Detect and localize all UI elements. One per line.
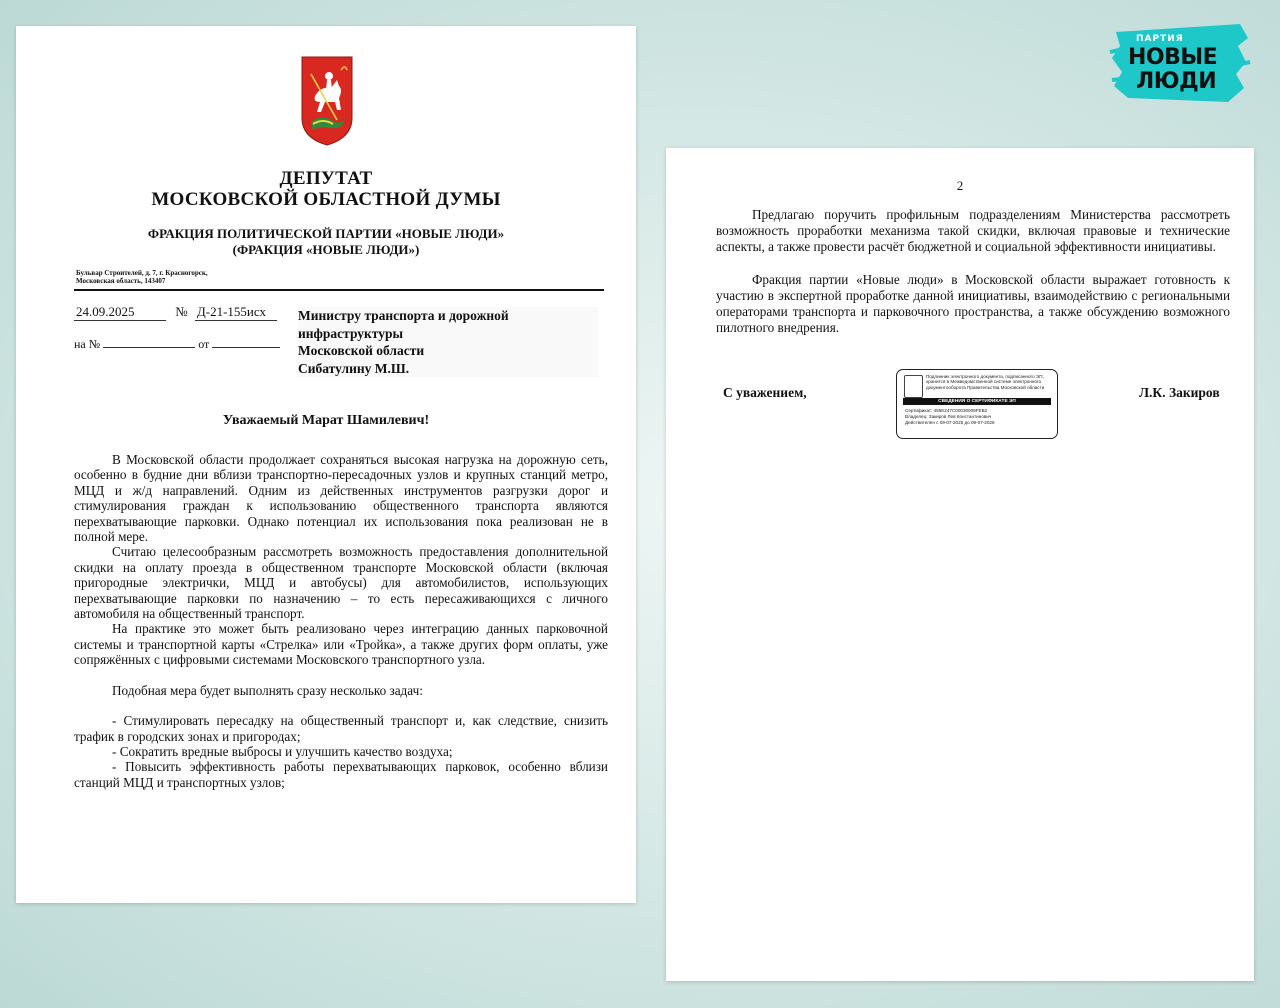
stamp-certificate: Сертификат: 455E247C00030009FEB2 — [905, 408, 988, 413]
reference-prefix: на № — [74, 337, 101, 351]
faction-line-1: ФРАКЦИЯ ПОЛИТИЧЕСКОЙ ПАРТИИ «НОВЫЕ ЛЮДИ» — [147, 226, 505, 241]
stamp-validity: Действителен с 09-07-2025 до 09-07-2026 — [905, 420, 995, 425]
addressee-line: Сибатулину М.Ш. — [298, 360, 410, 376]
salutation: Уважаемый Марат Шамилевич! — [222, 413, 430, 428]
faction-header — [16, 226, 636, 258]
address-line-1: Бульвар Строителей, д. 7, г. Красногорск, — [76, 269, 208, 277]
reference-from: от — [198, 337, 210, 351]
task-item: - Сократить вредные выбросы и улучшить качество воздуха; — [112, 743, 453, 759]
closing: С уважением, — [723, 385, 807, 400]
registration-date: 24.09.2025 — [74, 304, 166, 321]
reference-line — [74, 336, 280, 352]
party-logo — [1108, 22, 1252, 106]
reference-date-blank — [212, 337, 280, 348]
addressee-block — [298, 307, 598, 377]
registration-number: Д-21-155исх — [195, 304, 277, 321]
moscow-oblast-coat-of-arms-icon — [301, 56, 353, 146]
title-line-2: МОСКОВСКОЙ ОБЛАСТНОЙ ДУМЫ — [151, 189, 501, 210]
letter-page-2 — [666, 148, 1254, 981]
registration-number-sign: № — [175, 304, 188, 319]
letter-body-continued — [716, 207, 1230, 336]
body-paragraph: Считаю целесообразным рассмотреть возможность предоставления дополнительной скидки на оплату проезда в общественном транспорте Московской области (включая пригородные электрички, МЦД и автобусы) для автомобилистов, использующих перехватывающие парковки по назначению – то есть пересаживающихся с личного автомобиля на общественный транспорт. — [74, 544, 608, 622]
page-number: 2 — [956, 178, 964, 193]
signer-name: Л.К. Закиров — [1139, 385, 1220, 400]
faction-line-2: (ФРАКЦИЯ «НОВЫЕ ЛЮДИ») — [232, 242, 420, 257]
title-line-1: ДЕПУТАТ — [279, 168, 373, 189]
addressee-line: инфраструктуры — [298, 325, 404, 341]
registration-line — [74, 304, 277, 321]
sender-address — [76, 269, 208, 285]
stamp-header-bar: СВЕДЕНИЯ О СЕРТИФИКАТЕ ЭП — [903, 398, 1051, 405]
stamp-details — [905, 408, 1050, 426]
task-item: - Повысить эффективность работы перехватывающих парковок, особенно вблизи станций МЦД и транспортных узлов; — [74, 759, 608, 790]
logo-party-label: ПАРТИЯ — [1136, 34, 1184, 44]
body-paragraph: В Московской области продолжает сохраняться высокая нагрузка на дорожную сеть, особенно в будние дни вблизи транспортно-пересадочных узлов и крупных станций метро, МЦД и ж/д направлений. Одним из действенных инструментов разгрузки дорог и стимулирования граждан к использованию общественного транспорта являются перехватывающие парковки. Однако потенциал их использования пока реализован не в полной мере. — [74, 452, 608, 545]
logo-line-2: ЛЮДИ — [1136, 69, 1217, 94]
stamp-owner: Владелец: Закиров Лев Константинович — [905, 414, 992, 419]
body-paragraph: На практике это может быть реализовано через интеграцию данных парковочной системы и транспортной карты «Стрелка» или «Тройка», а также других форм оплаты, уже сопряжённых с цифровыми системами Московского транспортного узла. — [74, 621, 608, 668]
stamp-emblem-icon — [904, 375, 923, 398]
task-item: - Стимулировать пересадку на общественный транспорт и, как следствие, снизить трафик в городских зонах и пригородах; — [74, 713, 608, 744]
document-title — [16, 168, 636, 210]
address-line-2: Московская область, 143407 — [76, 277, 166, 285]
addressee-line: Московской области — [298, 343, 425, 358]
tasks-intro: Подобная мера будет выполнять сразу несколько задач: — [112, 682, 423, 698]
electronic-signature-stamp — [896, 369, 1058, 439]
body-paragraph: Фракция партии «Новые люди» в Московской области выражает готовность к участию в экспертной проработке данной инициативы, взаимодействию с региональными операторами транспорта и парковочного пространства, а также обсуждению возможного пилотного внедрения. — [716, 271, 1230, 336]
letter-body — [74, 452, 608, 790]
addressee-line: Министру транспорта и дорожной — [298, 308, 509, 323]
letter-page-1 — [16, 26, 636, 903]
body-paragraph: Предлагаю поручить профильным подразделениям Министерства рассмотреть возможность проработки механизма такой скидки, включая правовые и технические аспекты, а также провести расчёт бюджетной и социальной эффективности инициативы. — [716, 207, 1230, 255]
reference-number-blank — [103, 337, 195, 348]
stamp-notice: Подлинник электронного документа, подписанного ЭП, хранится в Межведомственной системе электронного документооборота Правительства Московской области — [926, 374, 1045, 390]
logo-line-1: НОВЫЕ — [1128, 45, 1218, 70]
header-divider — [74, 289, 604, 291]
